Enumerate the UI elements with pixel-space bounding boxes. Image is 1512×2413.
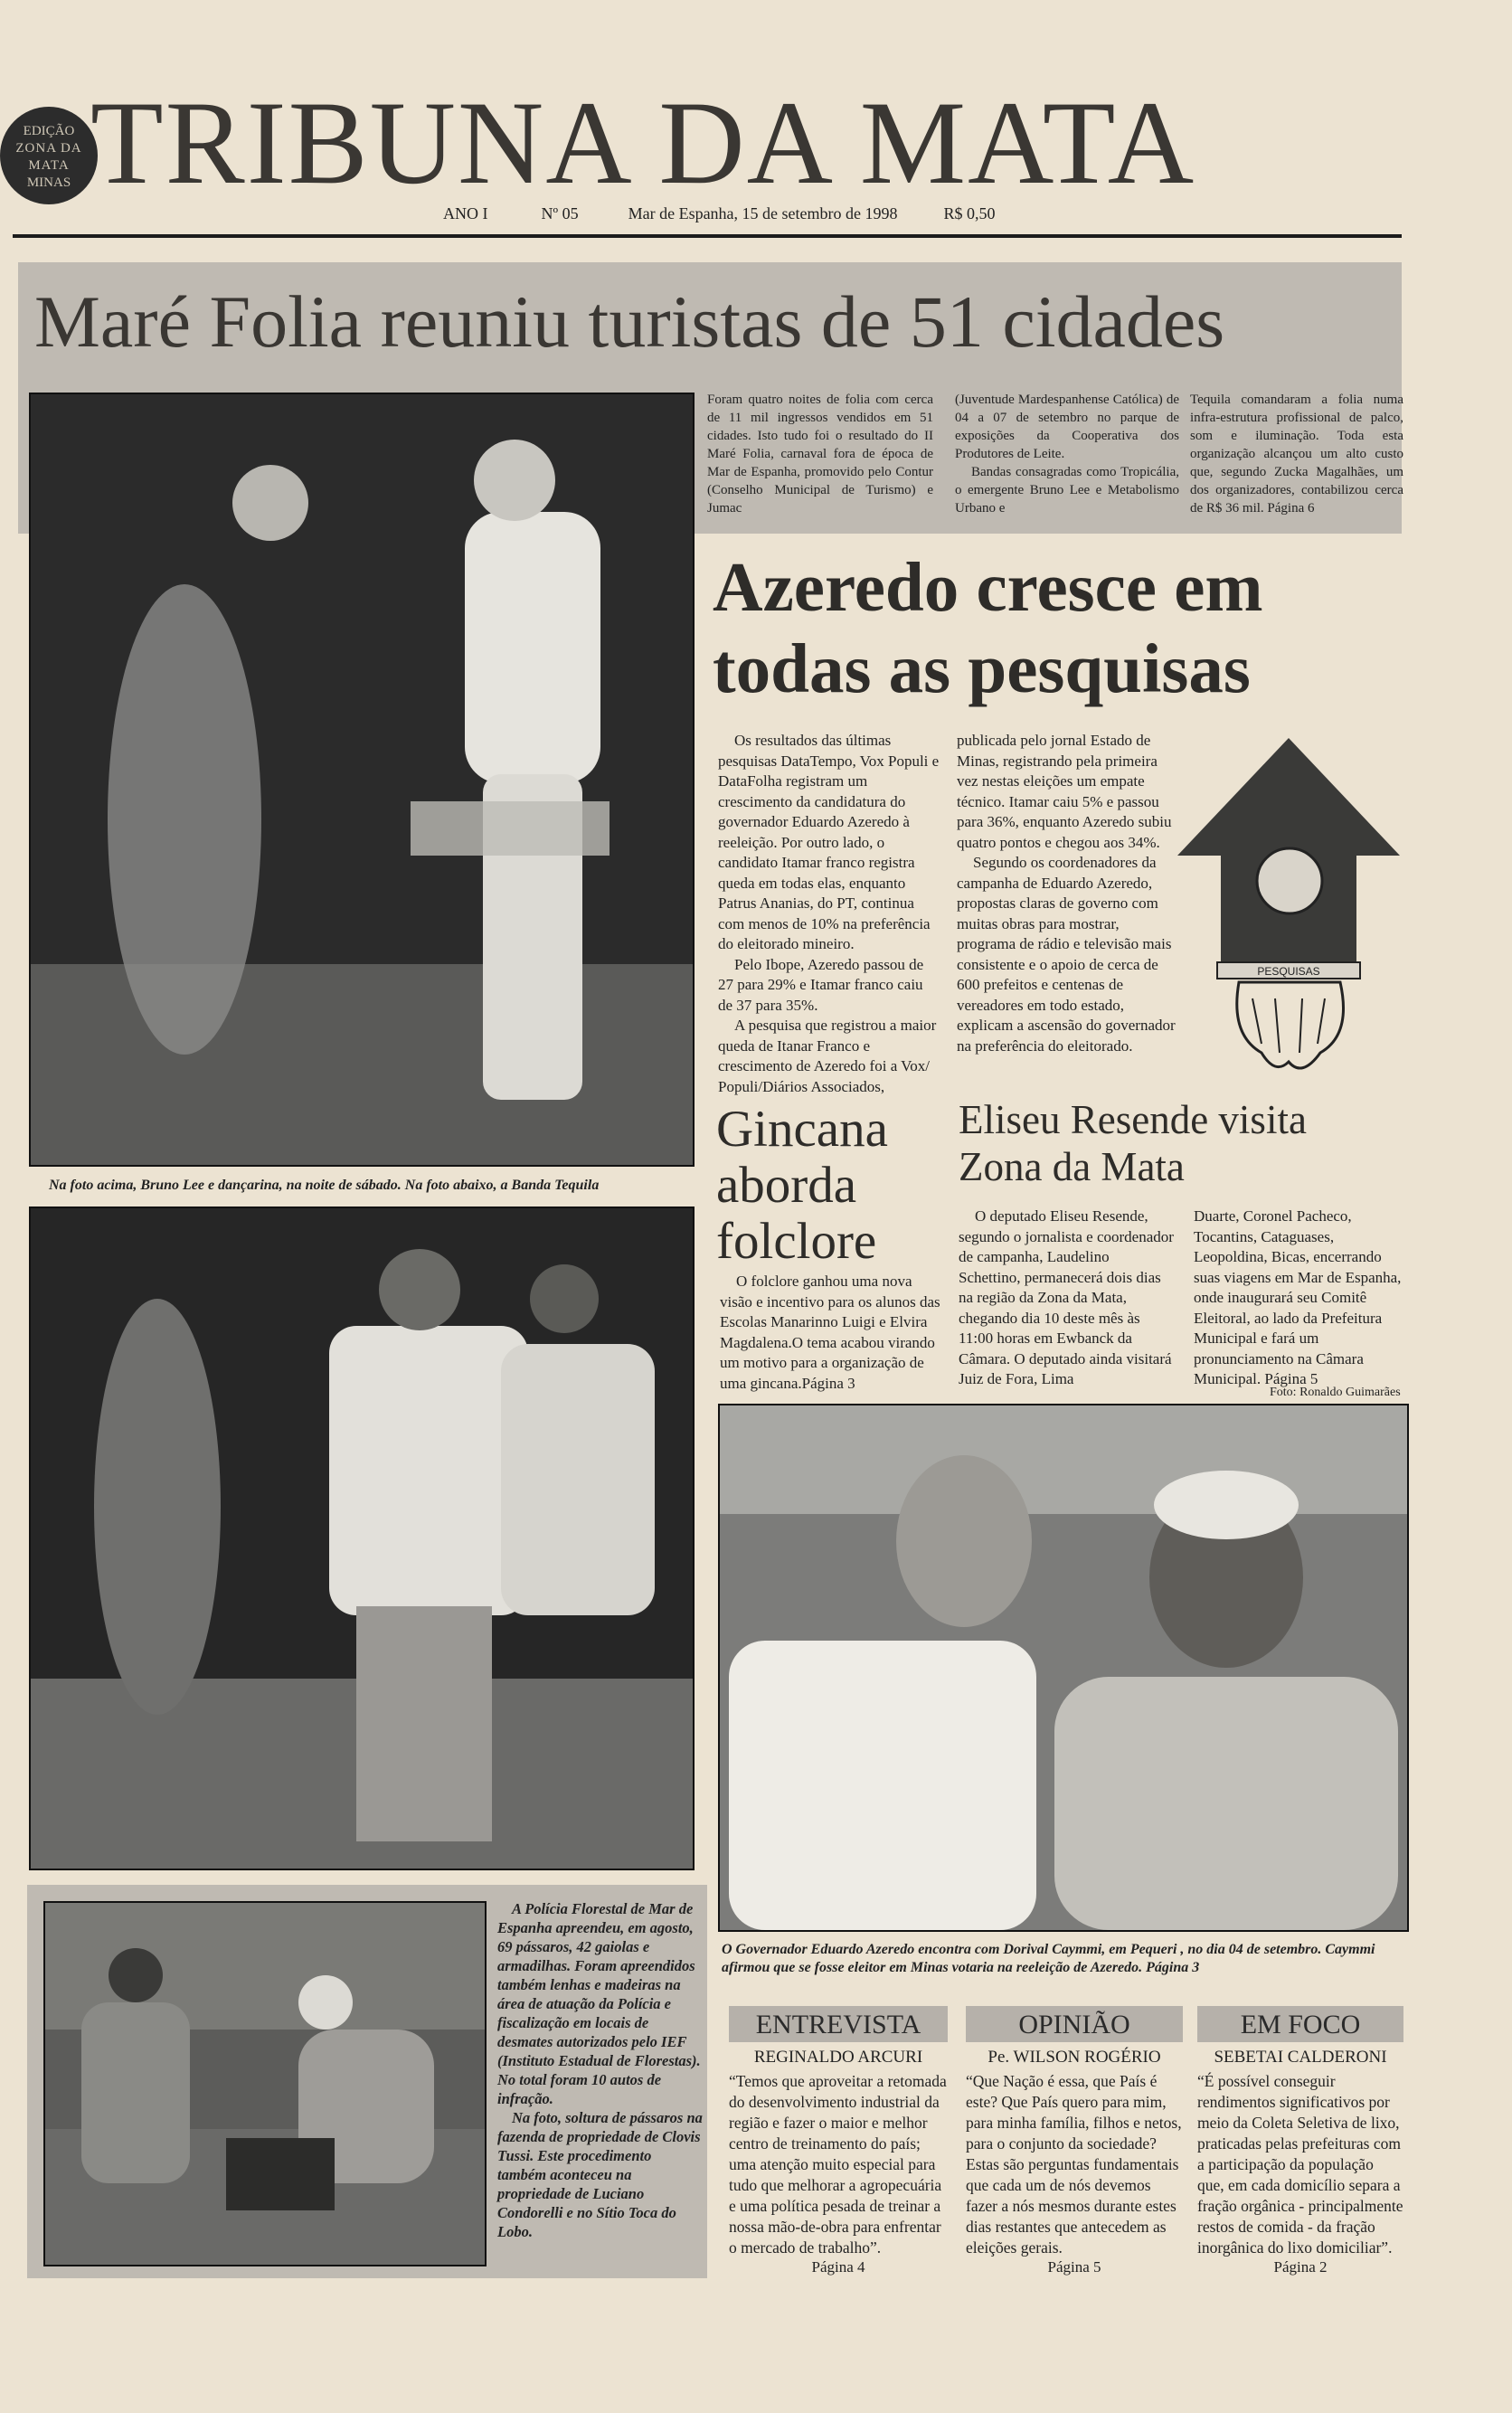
photo-bruno-lee-art	[31, 394, 693, 1165]
eliseu-headline-line-2: Zona da Mata	[959, 1144, 1185, 1189]
issue-number: Nº 05	[541, 204, 579, 222]
photo-bruno-lee	[29, 393, 695, 1167]
florestal-caption-2: Na foto, soltura de pássaros na fazenda de propriedade de Clovis Tussi. Este procedimento também aconteceu na propriedade de Luciano Condorelli e no Sítio Toca do Lobo.	[497, 2109, 703, 2240]
gincana-headline-line-2: aborda	[716, 1157, 857, 1214]
florestal-caption	[497, 1899, 704, 2241]
price: R$ 0,50	[943, 204, 996, 222]
photo-banda-tequila-art	[31, 1208, 693, 1869]
lead-col-1: Foram quatro noites de folia com cerca de 11 mil ingressos vendidos em 51 cidades. Isto tudo foi o resultado do II Maré Folia, carnaval fora de época de Mar de Espanha, promovido pelo Contur (Conselho Municipal de Turismo) e Jumac	[707, 393, 933, 516]
photo-governor-caymmi	[718, 1404, 1409, 1932]
gincana-body: O folclore ganhou uma nova visão e incentivo para os alunos das Escolas Manarinno Luigi e Elvira Magdalena.O tema acabou virando um motivo para a organização de uma gincana.Página 3	[720, 1273, 940, 1392]
box-entrevista-text: “Temos que aproveitar a retomada do desenvolvimento industrial da região e fazer o maior e melhor centro de treinamento do país; uma atenção muito especial para tudo que melhorar a agropecuária e uma política pesada de treinar a nossa mão-de-obra para enfrentar o mercado de trabalho”.	[729, 2072, 947, 2257]
gincana-headline-line-1: Gincana	[716, 1101, 888, 1158]
lead-col-3: Tequila comandaram a folia numa infra-estrutura profissional de palco, som e iluminação. Toda esta organização alcançou um alto custo que, segundo Zucka Magalhães, um dos organizadores, contabilizou cerca de R$ 36 mil. Página 6	[1190, 393, 1403, 516]
caption-top-photos: Na foto acima, Bruno Lee e dançarina, na noite de sábado. Na foto abaixo, a Banda Tequila	[49, 1178, 600, 1193]
lead-col-2b: Bandas consagradas como Tropicália, o emergente Bruno Lee e Metabolismo Urbano e	[955, 465, 1179, 516]
azeredo-col-2	[957, 731, 1181, 1056]
box-entrevista	[729, 2006, 948, 2276]
photo-credit: Foto: Ronaldo Guimarães	[1270, 1386, 1401, 1399]
box-em-foco-tag: EM FOCO	[1197, 2006, 1403, 2042]
box-opiniao-author: Pe. WILSON ROGÉRIO	[988, 2048, 1161, 2067]
arrow-up-icon	[1176, 736, 1402, 1080]
photo-governor-caymmi-art	[720, 1405, 1407, 1930]
seal-line-1: EDIÇÃO	[23, 124, 75, 138]
azeredo-headline-line-1: Azeredo cresce em	[713, 548, 1263, 626]
box-opiniao-tag: OPINIÃO	[966, 2006, 1183, 2042]
box-em-foco-author: SEBETAI CALDERONI	[1214, 2048, 1387, 2067]
azeredo-col-2b: Segundo os coordenadores da campanha de Eduardo Azeredo, propostas claras de governo com muitas obras para mostrar, programa de rádio e televisão mais consistente e o apoio de cerca de 600 prefeitos e centenas de vereadores em todo estado, explicam a ascensão do governador na preferência do eleitorado.	[957, 854, 1176, 1055]
box-em-foco-page: Página 2	[1273, 2258, 1328, 2276]
masthead-rule	[13, 234, 1402, 238]
gincana-headline	[716, 1102, 888, 1270]
lead-col-2	[955, 391, 1179, 517]
box-em-foco-text: “É possível conseguir rendimentos significativos por meio da Coleta Seletiva de lixo, praticadas pelas prefeituras com a participação da população que, em cada domicílio separa a fração orgânica - principalmente restos de comida - da fração inorgânica do lixo domiciliar”.	[1197, 2072, 1403, 2257]
photo-florestal-art	[45, 1903, 485, 2265]
florestal-caption-1: A Polícia Florestal de Mar de Espanha apreendeu, em agosto, 69 pássaros, 42 gaiolas e armadilhas. Foram apreendidos também lenhas e madeiras na área de atuação da Polícia e fiscalização em locais de desmates autorizados pelo IEF (Instituto Estadual de Florestas). No total foram 10 autos de infração.	[497, 1900, 701, 2107]
azeredo-col-1c: A pesquisa que registrou a maior queda de Itanar Franco e crescimento de Azeredo foi a Vox/ Populi/Diários Associados,	[718, 1017, 937, 1095]
eliseu-headline-line-1: Eliseu Resende visita	[959, 1097, 1307, 1142]
box-entrevista-author: REGINALDO ARCURI	[753, 2048, 923, 2067]
masthead-info	[443, 204, 996, 223]
azeredo-headline-line-2: todas as pesquisas	[713, 629, 1251, 707]
masthead-title: TRIBUNA DA MATA	[90, 76, 1196, 209]
edition-seal	[0, 107, 98, 204]
box-entrevista-tag: ENTREVISTA	[729, 2006, 948, 2042]
azeredo-headline	[713, 546, 1263, 709]
eliseu-headline	[959, 1096, 1307, 1190]
box-opiniao-page: Página 5	[1047, 2258, 1101, 2276]
arrow-label: PESQUISAS	[1257, 965, 1320, 978]
eliseu-col-2: Duarte, Coronel Pacheco, Tocantins, Cataguases, Leopoldina, Bicas, encerrando suas viagens em Mar de Espanha, onde inaugurará seu Comitê Eleitoral, ao lado da Prefeitura Municipal e fará um pronunciamento na Câmara Municipal. Página 5	[1194, 1207, 1402, 1387]
lead-headline: Maré Folia reuniu turistas de 51 cidades	[34, 280, 1225, 363]
pesquisas-arrow-graphic	[1176, 736, 1402, 1080]
azeredo-col-1a: Os resultados das últimas pesquisas DataTempo, Vox Populi e DataFolha registram um crescimento da candidatura do governador Eduardo Azeredo à reeleição. Por outro lado, o candidato Itamar franco registra queda em todas elas, enquanto Patrus Ananias, do PT, continua com menos de 10% na preferência do eleitorado mineiro.	[718, 732, 940, 952]
photo-florestal	[43, 1901, 487, 2266]
eliseu-col-1: O deputado Eliseu Resende, segundo o jornalista e coordenador de campanha, Laudelino Schettino, permanecerá dois dias na região da Zona da Mata, chegando dia 10 deste mês às 11:00 horas em Ewbanck da Câmara. O deputado ainda visitará Juiz de Fora, Lima	[959, 1207, 1174, 1387]
azeredo-col-1b: Pelo Ibope, Azeredo passou de 27 para 29% e Itamar franco caiu de 37 para 35%.	[718, 955, 924, 1014]
gincana-headline-line-3: folclore	[716, 1213, 877, 1270]
azeredo-col-1	[718, 731, 940, 1097]
box-em-foco	[1197, 2006, 1403, 2276]
caption-governor: O Governador Eduardo Azeredo encontra com Dorival Caymmi, em Pequeri , no dia 04 de setembro. Caymmi afirmou que se fosse eleitor em Minas votaria na reeleição de Azeredo. Página 3	[722, 1942, 1375, 1975]
box-entrevista-page: Página 4	[811, 2258, 865, 2276]
box-opiniao	[966, 2006, 1183, 2276]
photo-banda-tequila	[29, 1206, 695, 1870]
lead-col-2a: (Juventude Mardespanhense Católica) de 04 a 07 de setembro no parque de exposições da Cooperativa dos Produtores de Leite.	[955, 393, 1179, 461]
box-opiniao-text: “Que Nação é essa, que País é este? Que País quero para mim, para minha família, filhos e netos, para o conjunto da sociedade? Estas são perguntas fundamentais que cada um de nós devemos fazer a nós mesmos durante estes dias restantes que antecedem as eleições gerais.	[966, 2072, 1182, 2257]
dateline: Mar de Espanha, 15 de setembro de 1998	[628, 204, 898, 222]
seal-line-2: ZONA DA MATA	[15, 141, 82, 173]
azeredo-col-2a: publicada pelo jornal Estado de Minas, registrando pela primeira vez nestas eleições um empate técnico. Itamar caiu 5% e passou para 36%, enquanto Azeredo subiu quatro pontos e chegou aos 34%.	[957, 732, 1172, 851]
seal-line-3: MINAS	[26, 175, 71, 190]
year-label: ANO I	[443, 204, 488, 222]
